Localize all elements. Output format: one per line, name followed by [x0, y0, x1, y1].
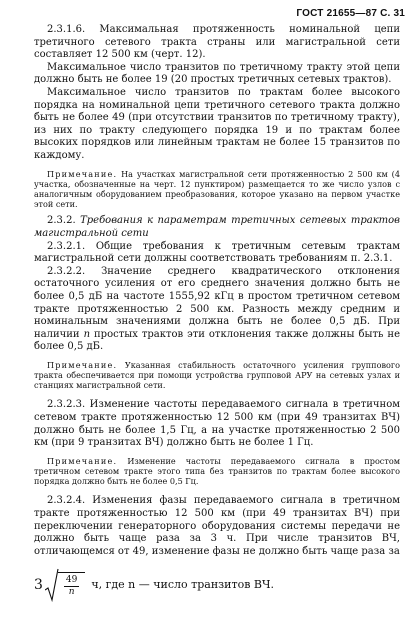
formula-tail-text: ч, где n — число транзитов ВЧ. [91, 578, 274, 592]
paragraph-2-3-1-6: 2.3.1.6. Максимальная протяженность номинальной цепи третичного сетевого тракта страны или магистральной сети составляет 12 500 км (черт. 12). [34, 24, 400, 61]
note-1 [34, 169, 400, 210]
document-body [34, 24, 400, 602]
paragraph-max-transits-higher: Максимальное число транзитов по трактам более высокого порядка на номинальной цепи третичного сетевого тракта должно быть не более 49 (при отсутствии транзитов по третичному тракту), из них по тракту следующего порядка 19 и по трактам более высоких порядков или линейным трактам не более 15 транзитов по каждому. [34, 86, 400, 161]
section-number: 2.3.2. [47, 215, 76, 227]
paragraph-2-3-2-2: 2.3.2.2. Значение среднего квадратического отклонения остаточного усиления от его среднего значения должно быть не более 0,5 дБ на частоте 1555,92 кГц в простом третичном сетевом тракте протяженностью 2 500 км. Разность между средним и номинальным значениями должна быть не более 0,5 дБ. При наличии n простых трактов эти отклонения также должны быть не более 0,5 дБ. [34, 265, 401, 353]
note-text: Изменение частоты передаваемого сигнала в простом третичном сетевом тракте этого типа без транзитов по трактам более высокого порядка должно быть не более 0,5 Гц. [34, 455, 400, 487]
paragraph-2-3-2-3: 2.3.2.3. Изменение частоты передаваемого сигнала в третичном сетевом тракте протяженностью 12 500 км (при 49 транзитах ВЧ) должно быть не более 1,5 Гц, а на участке протяженностью 2 500 км (при 9 транзитах ВЧ) должно быть не более 1 Гц. [34, 399, 400, 449]
paragraph-2-3-2-4: 2.3.2.4. Изменения фазы передаваемого сигнала в третичном тракте протяженностью 12 500 км (при 49 транзитах ВЧ) при переключении генераторного оборудования системы передачи не должно быть чаще раза за 3 ч. При числе транзитов ВЧ, отличающемся от 49, изменение фазы не должно быть чаще раза за [34, 495, 400, 557]
fraction-denominator: n [68, 587, 75, 598]
root-index: 3 [34, 577, 43, 594]
paragraph-max-transits-tertiary: Максимальное число транзитов по третичному тракту этой цепи должно быть не более 19 (20 простых третичных сетевых трактов). [34, 61, 400, 86]
page-header: ГОСТ 21655—87 С. 31 [296, 8, 405, 19]
formula-cube-root [34, 568, 400, 602]
note-label: Примечание. [47, 359, 118, 370]
note-text: На участках магистральной сети протяженностью 2 500 км (4 участка, обозначенные на черт. 12 пунктиром) размещается то же число узлов с аналогичным оборудованием преобразования, которое указано на первом участке этой сети. [34, 168, 400, 210]
note-2 [34, 360, 400, 391]
section-title: Требования к параметрам третичных сетевых трактов магистральной сети [34, 215, 400, 239]
fraction [58, 572, 85, 598]
paragraph-2-3-2-1: 2.3.2.1. Общие требования к третичным сетевым трактам магистральной сети должны соответствовать требованиям п. 2.3.1. [34, 240, 400, 265]
radical-icon [45, 568, 59, 602]
note-label: Примечание. [47, 168, 118, 179]
note-3 [34, 456, 400, 487]
note-text: Указанная стабильность остаточного усиления группового тракта обеспечивается при помощи устройства групповой АРУ на сетевых узлах и станциях магистральной сети. [34, 359, 400, 391]
fraction-numerator: 49 [65, 575, 78, 586]
radical-sign [45, 568, 85, 602]
section-2-3-2-heading [34, 215, 400, 240]
note-label: Примечание. [47, 455, 118, 466]
